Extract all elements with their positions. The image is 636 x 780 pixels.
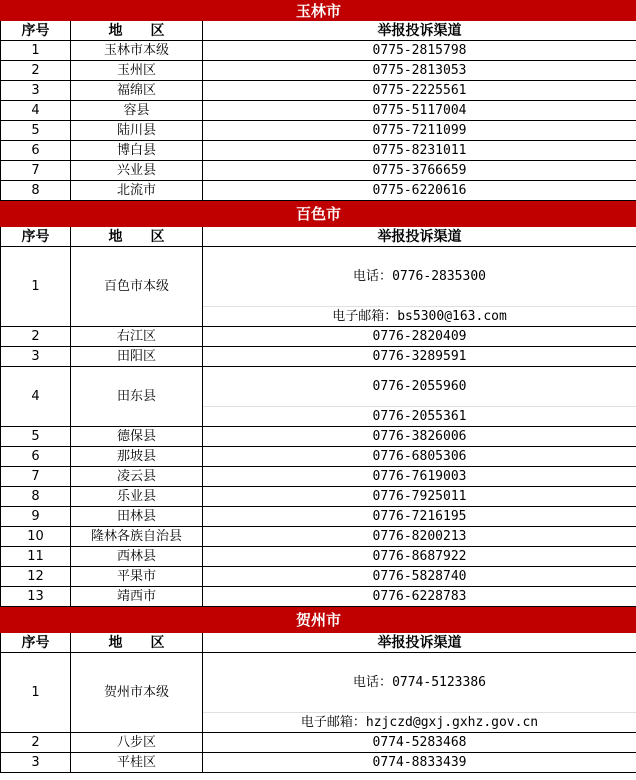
row-area: 田东县: [71, 367, 203, 427]
row-seq: 2: [1, 61, 71, 81]
row-area: 玉林市本级: [71, 41, 203, 61]
row-seq: 9: [1, 507, 71, 527]
email-label: 电子邮箱：: [300, 714, 366, 730]
row-area: 靖西市: [71, 587, 203, 607]
header-channel: 举报投诉渠道: [203, 227, 636, 247]
table-row: [1, 347, 636, 367]
row-seq: 5: [1, 427, 71, 447]
header-seq: 序号: [1, 21, 71, 41]
table-row: [1, 61, 636, 81]
row-area: 田阳区: [71, 347, 203, 367]
row-seq: 10: [1, 527, 71, 547]
row-phone: 0776-7619003: [203, 467, 636, 487]
row-contact-cell: [203, 247, 636, 327]
row-seq: 1: [1, 247, 71, 327]
row-seq: 3: [1, 347, 71, 367]
row-phone: 0775-8231011: [203, 141, 636, 161]
header-area: 地 区: [71, 227, 203, 247]
row-area: 容县: [71, 101, 203, 121]
table-row: [1, 587, 636, 607]
row-seq: 5: [1, 121, 71, 141]
row-area: 百色市本级: [71, 247, 203, 327]
phone-value: 0776-2835300: [392, 268, 486, 284]
row-contact-cell: [203, 653, 636, 733]
table-row: [1, 367, 636, 427]
row-phone: 0776-5828740: [203, 567, 636, 587]
row-phone: 0776-6228783: [203, 587, 636, 607]
city-title-row: [1, 607, 636, 633]
table-row: [1, 733, 636, 753]
row-area: 平桂区: [71, 753, 203, 773]
row-phone: 0776-6805306: [203, 447, 636, 467]
row-phone: 0775-3766659: [203, 161, 636, 181]
row-area: 田林县: [71, 507, 203, 527]
row-area: 平果市: [71, 567, 203, 587]
header-area: 地 区: [71, 21, 203, 41]
row-seq: 1: [1, 41, 71, 61]
table-row: [1, 161, 636, 181]
row-area: 陆川县: [71, 121, 203, 141]
row-phone: 0775-6220616: [203, 181, 636, 201]
table-row: [1, 467, 636, 487]
row-seq: 13: [1, 587, 71, 607]
header-row: [1, 227, 636, 247]
row-seq: 2: [1, 733, 71, 753]
row-area: 那坡县: [71, 447, 203, 467]
table-row: [1, 427, 636, 447]
row-seq: 8: [1, 487, 71, 507]
row-phone: 0776-2820409: [203, 327, 636, 347]
row-seq: 1: [1, 653, 71, 733]
table-row: [1, 121, 636, 141]
table-row: [1, 487, 636, 507]
city-title: 贺州市: [1, 607, 636, 633]
table-row: [1, 327, 636, 347]
header-seq: 序号: [1, 633, 71, 653]
table-row: [1, 527, 636, 547]
email-line: [203, 713, 636, 732]
row-seq: 7: [1, 161, 71, 181]
row-area: 隆林各族自治县: [71, 527, 203, 547]
row-seq: 11: [1, 547, 71, 567]
row-phone: 0775-7211099: [203, 121, 636, 141]
row-area: 右江区: [71, 327, 203, 347]
table-row: [1, 41, 636, 61]
header-seq: 序号: [1, 227, 71, 247]
row-seq: 6: [1, 141, 71, 161]
row-seq: 3: [1, 753, 71, 773]
row-phone: 0776-3826006: [203, 427, 636, 447]
row-phone: 0776-7216195: [203, 507, 636, 527]
table-row: [1, 567, 636, 587]
table-row: [1, 81, 636, 101]
row-phone: 0775-2225561: [203, 81, 636, 101]
header-area: 地 区: [71, 633, 203, 653]
phone-line: 0776-2055960: [203, 367, 636, 407]
email-label: 电子邮箱：: [332, 308, 398, 324]
row-area: 八步区: [71, 733, 203, 753]
row-phone: 0776-3289591: [203, 347, 636, 367]
row-area: 乐业县: [71, 487, 203, 507]
city-title: 百色市: [1, 201, 636, 227]
row-phone: 0774-8833439: [203, 753, 636, 773]
row-phone: 0775-2815798: [203, 41, 636, 61]
row-phone: 0774-5283468: [203, 733, 636, 753]
phone-label: 电话：: [353, 674, 393, 690]
row-area: 北流市: [71, 181, 203, 201]
phone-value: 0774-5123386: [392, 674, 486, 690]
phone-line: [203, 247, 636, 307]
header-row: [1, 21, 636, 41]
row-area: 兴业县: [71, 161, 203, 181]
row-area: 福绵区: [71, 81, 203, 101]
row-contact-cell: [203, 367, 636, 427]
table-row: [1, 547, 636, 567]
email-line: [203, 307, 636, 326]
email-value: hzjczd@gxj.gxhz.gov.cn: [365, 714, 539, 730]
row-phone: 0775-2813053: [203, 61, 636, 81]
row-area: 凌云县: [71, 467, 203, 487]
email-value: bs5300@163.com: [397, 308, 507, 324]
row-phone: 0776-8687922: [203, 547, 636, 567]
row-seq: 4: [1, 367, 71, 427]
row-area: 贺州市本级: [71, 653, 203, 733]
table-row: [1, 181, 636, 201]
table-row: [1, 507, 636, 527]
row-seq: 2: [1, 327, 71, 347]
header-channel: 举报投诉渠道: [203, 633, 636, 653]
row-area: 德保县: [71, 427, 203, 447]
table-row: [1, 653, 636, 733]
phone-label: 电话：: [353, 268, 393, 284]
row-seq: 6: [1, 447, 71, 467]
row-area: 西林县: [71, 547, 203, 567]
row-area: 玉州区: [71, 61, 203, 81]
row-seq: 12: [1, 567, 71, 587]
row-phone: 0776-8200213: [203, 527, 636, 547]
row-seq: 3: [1, 81, 71, 101]
table-row: [1, 247, 636, 327]
phone-line: 0776-2055361: [372, 408, 467, 424]
table-row: [1, 141, 636, 161]
header-row: [1, 633, 636, 653]
city-title: 玉林市: [1, 1, 636, 21]
row-seq: 8: [1, 181, 71, 201]
row-seq: 4: [1, 101, 71, 121]
table-row: [1, 447, 636, 467]
row-area: 博白县: [71, 141, 203, 161]
row-phone: 0776-7925011: [203, 487, 636, 507]
table-row: [1, 753, 636, 773]
city-title-row: [1, 1, 636, 21]
phone-line: [203, 653, 636, 713]
city-title-row: [1, 201, 636, 227]
header-channel: 举报投诉渠道: [203, 21, 636, 41]
table-row: [1, 101, 636, 121]
row-phone: 0775-5117004: [203, 101, 636, 121]
row-seq: 7: [1, 467, 71, 487]
